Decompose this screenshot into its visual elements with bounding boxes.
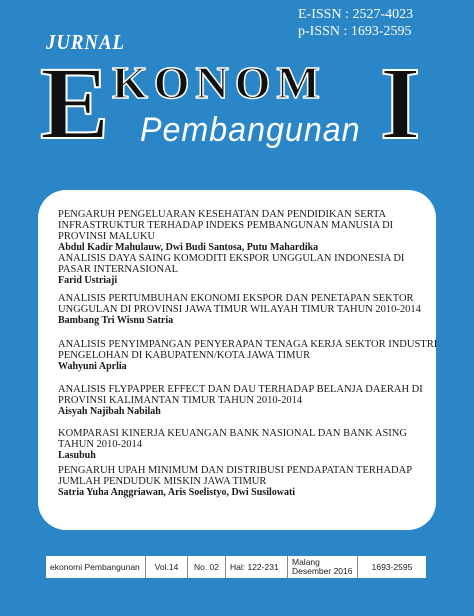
article-6	[58, 428, 438, 461]
subtitle-pembangunan: Pembangunan	[140, 111, 361, 149]
footer-place-date	[288, 556, 358, 578]
article-authors: Lasubuh	[58, 450, 96, 461]
article-title: KOMPARASI KINERJA KEUANGAN BANK NASIONAL DAN BANK ASING TAHUN 2010-2014	[58, 428, 407, 450]
footer-date: Desember 2016	[292, 566, 353, 576]
article-title: PENGARUH PENGELUARAN KESEHATAN DAN PENDIDIKAN SERTA INFRASTRUKTUR TERHADAP INDEKS PEMBANGUNAN MANUSIA DI PROVINSI MALUKU	[58, 209, 394, 242]
footer-journal: ekonomi Pembangunan	[46, 556, 146, 578]
issn-block	[298, 6, 413, 40]
article-7	[58, 465, 438, 498]
article-2	[58, 253, 438, 286]
article-3	[58, 293, 438, 326]
article-5	[58, 384, 438, 417]
article-authors: Bambang Tri Wisnu Satria	[58, 315, 174, 326]
footer-number: No. 02	[188, 556, 226, 578]
article-authors: Farid Ustriaji	[58, 275, 118, 286]
footer-volume: Vol.14	[146, 556, 188, 578]
article-title: ANALISIS PENYIMPANGAN PENYERAPAN TENAGA KERJA SEKTOR INDUSTRI PENGELOHAN DI KABUPATENN/KOTA JAWA TIMUR	[58, 339, 438, 361]
article-authors: Aisyah Najibah Nabilah	[58, 406, 161, 417]
article-title: ANALISIS PERTUMBUHAN EKONOMI EKSPOR DAN PENETAPAN SEKTOR UNGGULAN DI PROVINSI JAWA TIMUR WILAYAH TIMUR TAHUN 2010-2014	[58, 293, 421, 315]
article-title: PENGARUH UPAH MINIMUM DAN DISTRIBUSI PENDAPATAN TERHADAP JUMLAH PENDUDUK MISKIN JAWA TIMUR	[58, 465, 412, 487]
footer-pages: Hal: 122-231	[226, 556, 288, 578]
article-authors: Satria Yuha Anggriawan, Aris Soelistyo, Dwi Susilowati	[58, 487, 296, 498]
p-issn: p-ISSN : 1693-2595	[298, 24, 412, 39]
e-issn: E-ISSN : 2527-4023	[298, 7, 414, 22]
article-title: ANALISIS FLYPAPPER EFFECT DAN DAU TERHADAP BELANJA DAERAH DI PROVINSI KALIMANTAN TIMUR TAHUN 2010-2014	[58, 384, 423, 406]
footer-issn: 1693-2595	[371, 562, 413, 572]
issue-footer	[46, 556, 426, 578]
article-title: ANALISIS DAYA SAING KOMODITI EKSPOR UNGGULAN INDONESIA DI PASAR INTERNASIONAL	[58, 253, 405, 275]
article-authors: Wahyuni Aprlia	[58, 361, 127, 372]
article-1	[58, 209, 438, 253]
article-authors: Abdul Kadir Mahulauw, Dwi Budi Santosa, Putu Mahardika	[58, 242, 319, 253]
title-letter-e: E	[40, 46, 110, 161]
jurnal-label: JURNAL	[46, 30, 125, 54]
title-konom: KONOM	[112, 57, 326, 108]
footer-city: Malang	[292, 557, 320, 567]
title-letter-i: I	[380, 46, 421, 161]
article-4	[58, 339, 438, 372]
